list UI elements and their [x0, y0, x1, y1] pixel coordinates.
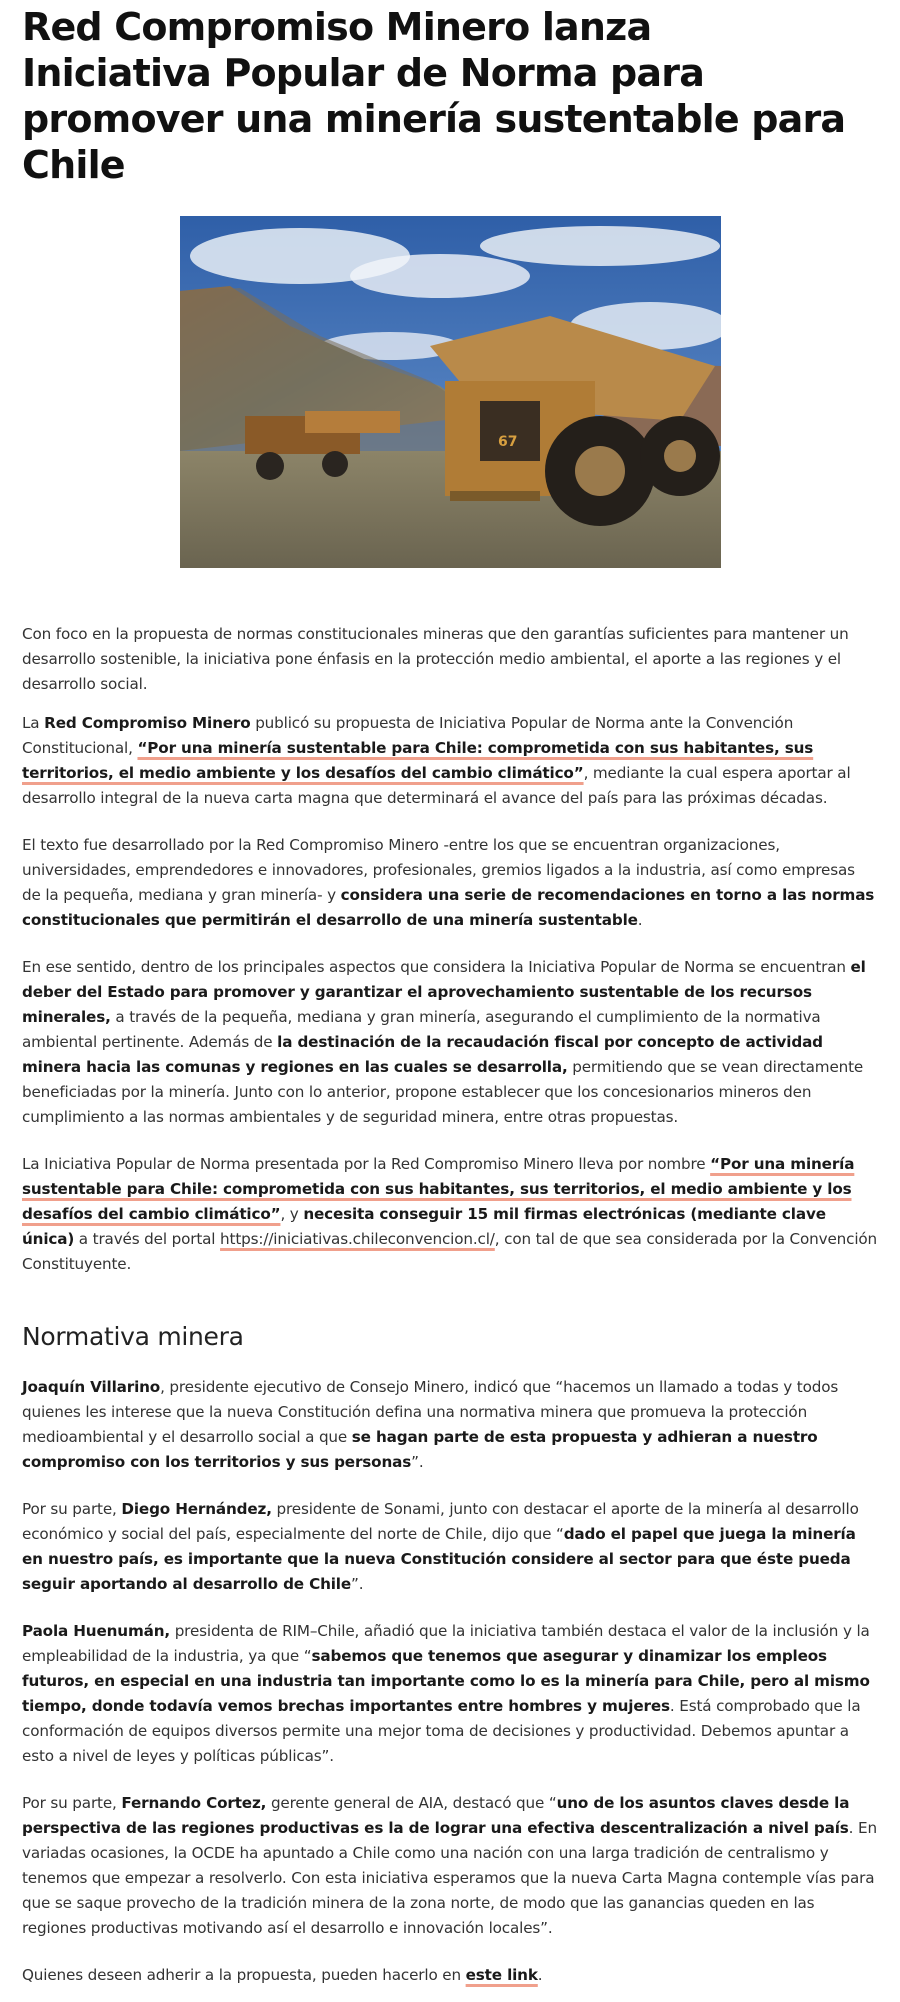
portal-link[interactable]: https://iniciativas.chileconvencion.cl/: [220, 1230, 495, 1248]
paragraph-aspectos: En ese sentido, dentro de los principales aspectos que considera la Iniciativa Popular de Norma se encuentran el deber del Estado para promover y garantizar el aprovechamiento sustentable de los recursos minerales, a través de la pequeña, mediana y gran minería, asegurando el cumplimiento de la normativa ambiental pertinente. Además de la destinación de la recaudación fiscal por concepto de actividad minera hacia las comunas y regiones en las cuales se desarrolla, permitiendo que se vean directamente beneficiadas por la minería. Junto con lo anterior, propone establecer que los concesionarios mineros den cumplimiento a las normas ambientales y de seguridad minera, entre otras propuestas.: [22, 958, 866, 1126]
speaker-name: Paola Huenumán,: [22, 1622, 171, 1640]
paragraph-red-compromiso: La Red Compromiso Minero publicó su propuesta de Iniciativa Popular de Norma ante la Convención Constitucional, “Por una minería sustentable para Chile: comprometida con sus habitantes, sus territorios, el medio ambiente y los desafíos del cambio climático”, mediante la cual espera aportar al desarrollo integral de la nueva carta magna que determinará el avance del país para las próximas décadas.: [22, 714, 851, 807]
hero-image-container: [22, 216, 878, 572]
adhere-link[interactable]: este link: [465, 1966, 538, 1984]
quote-huenuman: Paola Huenumán, presidenta de RIM–Chile, añadió que la iniciativa también destaca el valor de la inclusión y la empleabilidad de la industria, ya que “sabemos que tenemos que asegurar y dinamizar los empleos futuros, en especial en una industria tan importante como lo es la minería para Chile, pero al mismo tiempo, donde todavía vemos brechas importantes entre hombres y mujeres. Está comprobado que la conformación de equipos diversos permite una mejor toma de decisiones y productividad. Debemos apuntar a esto a nivel de leyes y políticas públicas”.: [22, 1622, 870, 1765]
org-name: Red Compromiso Minero: [44, 714, 251, 732]
speaker-name: Joaquín Villarino: [22, 1378, 161, 1396]
hero-image: [180, 216, 721, 568]
quote-cortez: Por su parte, Fernando Cortez, gerente general de AIA, destacó que “uno de los asuntos claves desde la perspectiva de las regiones productivas es la de lograr una efectiva descentralización a nivel país. En variadas ocasiones, la OCDE ha apuntado a Chile como una nación con una larga tradición de centralismo y tenemos que empezar a resolverlo. Con esta iniciativa esperamos que la nueva Carta Magna contemple vías para que se saque provecho de la tradición minera de la zona norte, de modo que las ganancias queden en las regiones productivas motivando así el desarrollo e innovación locales”.: [22, 1794, 877, 1937]
paragraph-desarrollo: El texto fue desarrollado por la Red Compromiso Minero -entre los que se encuentran organizaciones, universidades, emprendedores e innovadores, profesionales, gremios ligados a la industria, así como empresas de la pequeña, mediana y gran minería- y considera una serie de recomendaciones en torno a las normas constitucionales que permitirán el desarrollo de una minería sustentable.: [22, 836, 875, 929]
initiative-title-link[interactable]: “Por una minería sustentable para Chile: comprometida con sus habitantes, sus territorios, el medio ambiente y los desafíos del cambio climático”: [22, 739, 814, 782]
article: [0, 4, 900, 1988]
quote-villarino: Joaquín Villarino, presidente ejecutivo de Consejo Minero, indicó que “hacemos un llamado a todas y todos quienes les interese que la nueva Constitución defina una normativa minera que promueva la protección medioambiental y el desarrollo social a que se hagan parte de esta propuesta y adhieran a nuestro compromiso con los territorios y sus personas”.: [22, 1378, 839, 1471]
speaker-name: Fernando Cortez,: [121, 1794, 267, 1812]
mining-trucks-photo: [180, 216, 721, 568]
intro-paragraph: Con foco en la propuesta de normas constitucionales mineras que den garantías suficientes para mantener un desarrollo sostenible, la iniciativa pone énfasis en la protección medio ambiental, el aporte a las regiones y el desarrollo social.: [22, 625, 849, 693]
svg-text:67: 67: [497, 434, 517, 450]
closing-paragraph: Quienes deseen adherir a la propuesta, pueden hacerlo en este link.: [22, 1966, 543, 1984]
initiative-title-link-2[interactable]: “Por una minería sustentable para Chile: comprometida con sus habitantes, sus territorios, el medio ambiente y los desafíos del cambio climático”: [22, 1155, 855, 1223]
article-title: Red Compromiso Minero lanza Iniciativa Popular de Norma para promover una minería sustentable para Chile: [22, 5, 846, 187]
speaker-name: Diego Hernández,: [121, 1500, 272, 1518]
paragraph-firmas: La Iniciativa Popular de Norma presentada por la Red Compromiso Minero lleva por nombre “Por una minería sustentable para Chile: comprometida con sus habitantes, sus territorios, el medio ambiente y los desafíos del cambio climático”, y necesita conseguir 15 mil firmas electrónicas (mediante clave única) a través del portal https://iniciativas.chileconvencion.cl/, con tal de que sea considerada por la Convención Constituyente.: [22, 1155, 878, 1273]
section-heading-normativa: Normativa minera: [22, 1322, 244, 1351]
quote-hernandez: Por su parte, Diego Hernández, presidente de Sonami, junto con destacar el aporte de la minería al desarrollo económico y social del país, especialmente del norte de Chile, dijo que “dado el papel que juega la minería en nuestro país, es importante que la nueva Constitución considere al sector para que éste pueda seguir aportando al desarrollo de Chile”.: [22, 1500, 859, 1593]
